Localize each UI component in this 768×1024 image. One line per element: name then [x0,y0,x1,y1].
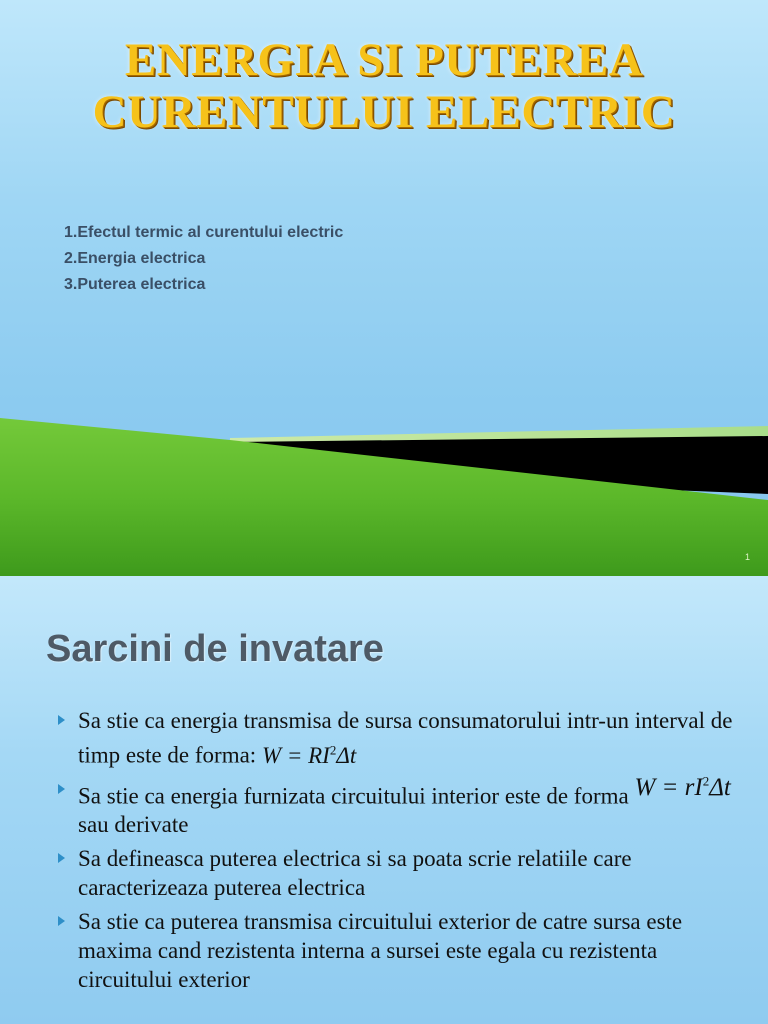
triangle-bullet-icon [58,916,65,926]
triangle-bullet-icon [58,853,65,863]
bullet-text: Sa stie ca energia transmisa de sursa consumatorului intr-un interval de timp este de forma: [78,708,733,768]
bullet-item-3 [56,844,756,902]
formula-rhs: Δt [709,773,731,801]
topic-number: 2. [64,250,78,267]
topic-number: 3. [64,276,78,293]
triangle-bullet-icon [58,715,65,725]
topic-text: Energia electrica [77,250,206,267]
topic-list [64,220,343,298]
bullet-item-2 [56,775,756,839]
bullet-text-suffix: sau derivate [78,811,189,837]
formula-exponent: 2 [329,742,337,757]
bullet-item-1 [56,706,756,770]
formula-energy-external [262,743,356,768]
title-line-1: ENERGIA SI PUTEREA [124,34,644,86]
slide-number: 1 [744,552,750,562]
slide-1-title [0,34,768,138]
slide-2 [0,576,768,1024]
bullet-text: Sa stie ca energia furnizata circuitului interior este de forma [78,782,629,808]
triangle-bullet-icon [58,784,65,794]
topic-number: 1. [64,224,78,241]
slide-2-title: Sarcini de invatare [46,628,384,670]
formula-lhs: W = RI [261,742,330,768]
decorative-band [0,410,768,576]
bullet-text: Sa defineasca puterea electrica si sa poata scrie relatiile care caracterizeaza puterea electrica [78,845,632,900]
formula-exponent: 2 [702,773,710,789]
bullet-text: Sa stie ca puterea transmisa circuitului exterior de catre sursa este maxima cand rezistenta interna a sursei este egala cu rezistenta circuitului exterior [78,908,683,992]
topic-item-3 [64,272,343,298]
topic-text: Puterea electrica [77,276,206,293]
topic-text: Efectul termic al curentului electric [77,224,344,241]
topic-item-1 [64,220,343,246]
formula-lhs: W = rI [634,773,703,801]
topic-item-2 [64,246,343,272]
bullet-item-4 [56,907,756,994]
title-line-2: CURENTULUI ELECTRIC [92,86,676,138]
formula-energy-internal [634,774,730,801]
formula-rhs: Δt [336,742,357,768]
bullet-list [56,706,756,999]
